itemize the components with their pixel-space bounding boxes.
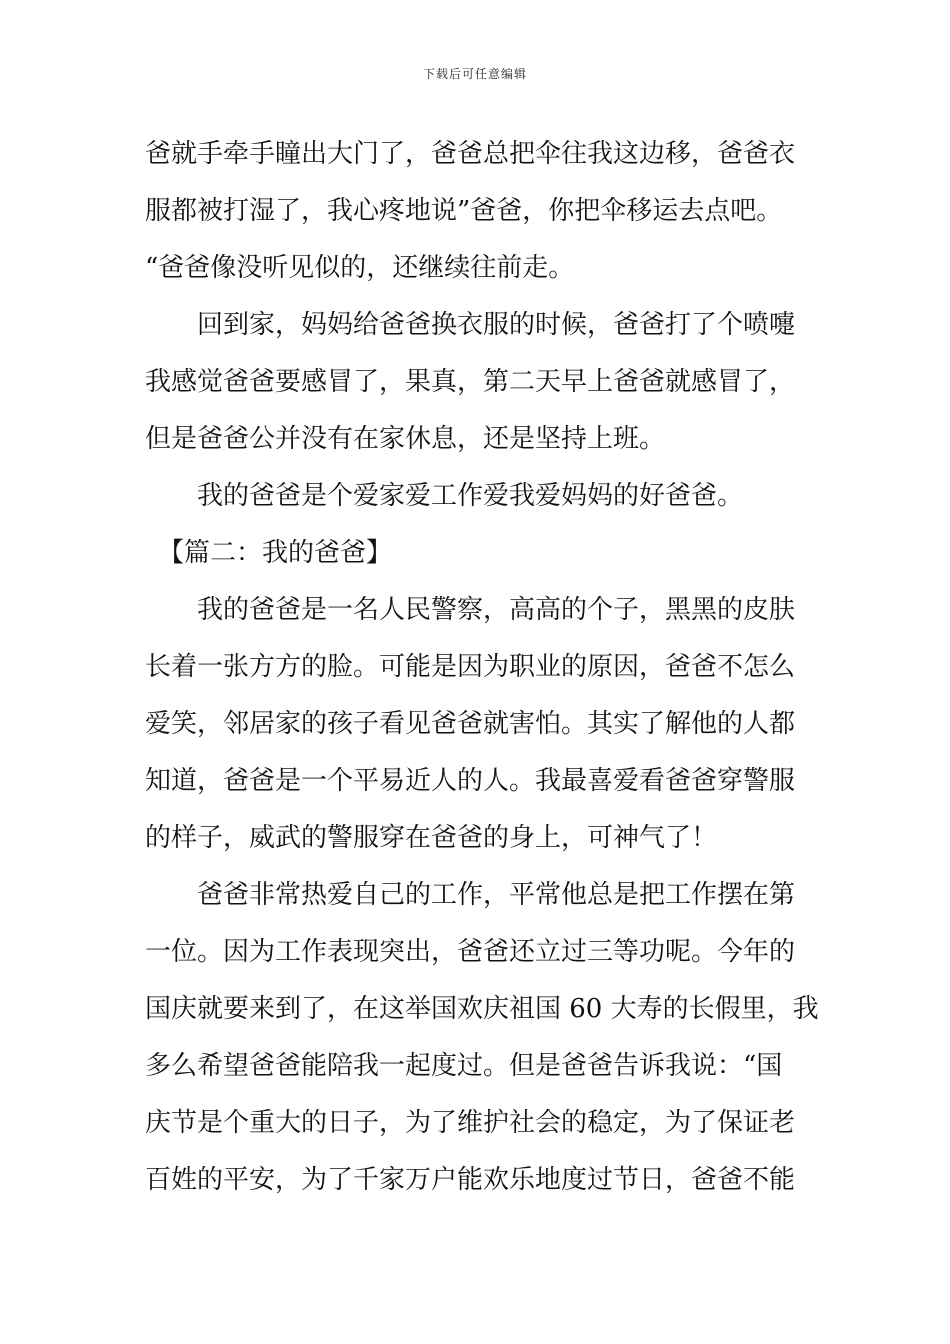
text-line: 的样子，威武的警服穿在爸爸的身上，可神气了！ [145,823,718,853]
text-line: 但是爸爸公并没有在家休息，还是坚持上班。 [145,424,666,454]
text-line: 庆节是个重大的日子，为了维护社会的稳定，为了保证老 [145,1108,796,1138]
text-line: 长着一张方方的脸。可能是因为职业的原因，爸爸不怎么 [145,652,796,682]
text-line: 回到家，妈妈给爸爸换衣服的时候，爸爸打了个喷嚏 [145,310,796,340]
text-line: 爸爸非常热爱自己的工作，平常他总是把工作摆在第 [145,880,796,910]
text-line: 国庆就要来到了，在这举国欢庆祖国 60 大寿的长假里，我 [145,994,819,1024]
text-line: 知道，爸爸是一个平易近人的人。我最喜爱看爸爸穿警服 [145,766,796,796]
text-line: 多么希望爸爸能陪我一起度过。但是爸爸告诉我说：“国 [145,1051,783,1081]
text-line: “爸爸像没听见似的，还继续往前走。 [145,253,575,283]
page-header-note: 下载后可任意编辑 [422,67,527,81]
text-line: 我的爸爸是个爱家爱工作爱我爱妈妈的好爸爸。 [145,481,744,511]
document-body [145,126,819,1209]
text-line: 百姓的平安，为了千家万户能欢乐地度过节日，爸爸不能 [145,1165,796,1195]
text-line: 爸就手牵手瞳出大门了，爸爸总把伞往我这边移，爸爸衣 [145,139,796,169]
text-line: 服都被打湿了，我心疼地说”爸爸，你把伞移运去点吧。 [145,196,783,226]
section-title: 【篇二：我的爸爸】 [145,538,393,568]
text-line: 爱笑，邻居家的孩子看见爸爸就害怕。其实了解他的人都 [145,709,796,739]
text-line: 一位。因为工作表现突出，爸爸还立过三等功呢。今年的 [145,937,796,967]
text-line: 我的爸爸是一名人民警察，高高的个子，黑黑的皮肤 [145,595,796,625]
text-line: 我感觉爸爸要感冒了，果真，第二天早上爸爸就感冒了， [145,367,796,397]
